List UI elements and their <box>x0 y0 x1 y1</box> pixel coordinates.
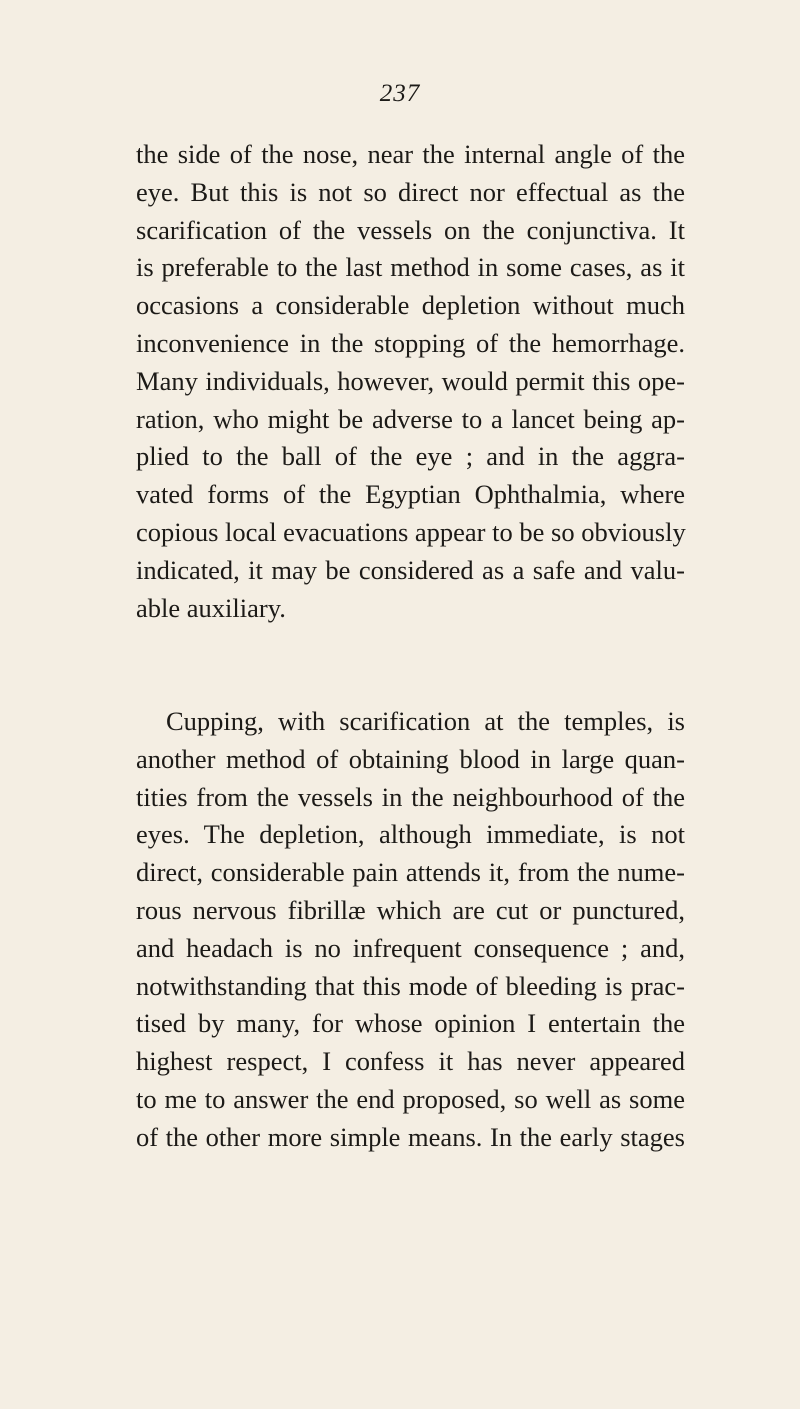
text-line: copious local evacuations appear to be so obviously <box>136 516 686 547</box>
text-line: Many individuals, however, would permit this ope- <box>136 365 685 396</box>
text-line: another method of obtaining blood in large quan- <box>136 743 685 774</box>
paragraph-1 <box>136 136 685 627</box>
text-line: indicated, it may be considered as a safe and valu- <box>136 554 685 585</box>
text-line: able auxiliary. <box>136 592 286 623</box>
text-line: of the other more simple means. In the early stages <box>136 1121 685 1152</box>
text-line: vated forms of the Egyptian Ophthalmia, where <box>136 479 685 510</box>
text-line: inconvenience in the stopping of the hemorrhage. <box>136 327 685 358</box>
text-line: notwithstanding that this mode of bleeding is prac- <box>136 970 685 1001</box>
text-line: the side of the nose, near the internal angle of the <box>136 139 685 169</box>
page-number: 237 <box>379 80 421 107</box>
text-line: scarification of the vessels on the conjunctiva. It <box>136 214 685 245</box>
text-line: occasions a considerable depletion without much <box>136 290 685 321</box>
text-line: direct, considerable pain attends it, from the nume- <box>136 857 685 888</box>
text-line: and headach is no infrequent consequence ; and, <box>136 932 685 963</box>
text-line: plied to the ball of the eye ; and in the aggra- <box>136 441 685 472</box>
text-line: to me to answer the end proposed, so well as some <box>136 1083 685 1114</box>
text-line: highest respect, I confess it has never appeared <box>136 1046 685 1077</box>
text-line: rous nervous fibrillæ which are cut or punctured, <box>136 894 685 925</box>
text-line: ration, who might be adverse to a lancet being ap- <box>136 403 685 434</box>
text-line: eyes. The depletion, although immediate, is not <box>136 819 685 850</box>
text-line: tised by many, for whose opinion I entertain the <box>136 1008 685 1039</box>
text-line: tities from the vessels in the neighbourhood of the <box>136 781 685 812</box>
text-line: Cupping, with scarification at the temples, is <box>166 706 685 736</box>
paragraph-2 <box>136 703 685 1157</box>
text-line: eye. But this is not so direct nor effectual as the <box>136 176 685 207</box>
text-line: is preferable to the last method in some cases, as it <box>136 252 685 283</box>
